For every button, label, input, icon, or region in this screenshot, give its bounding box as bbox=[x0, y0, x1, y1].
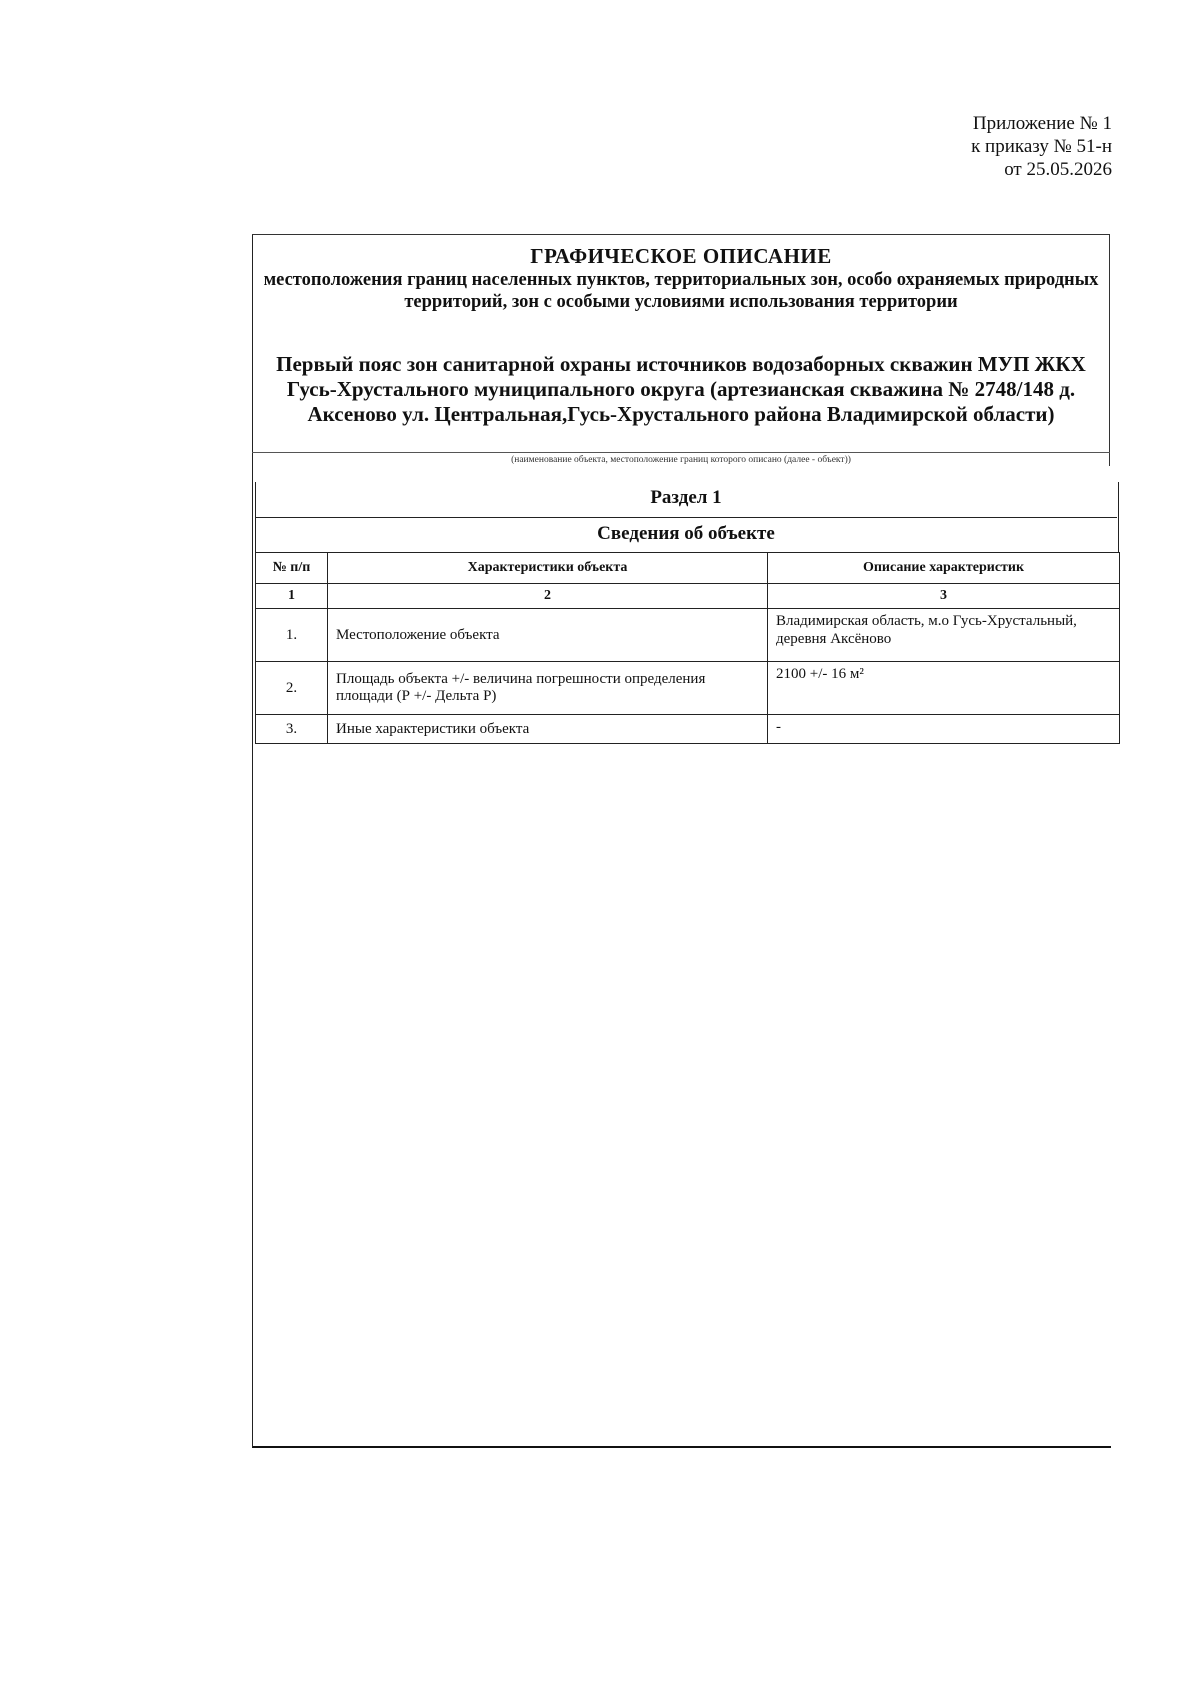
order-date: от 25.05.2026 bbox=[1004, 159, 1112, 180]
section-title: Раздел 1 bbox=[650, 487, 722, 508]
appendix-number: Приложение № 1 bbox=[972, 113, 1112, 134]
header-cell-description: Описание характеристик bbox=[768, 553, 1120, 584]
object-name-underline bbox=[252, 452, 1110, 453]
column-number-row bbox=[256, 584, 1120, 609]
table-row bbox=[256, 609, 1120, 662]
section-divider bbox=[255, 517, 1117, 518]
row-characteristic: Площадь объекта +/- величина погрешности определения площади (Р +/- Дельта Р) bbox=[328, 662, 768, 715]
row-description: - bbox=[768, 715, 1120, 744]
column-number: 1 bbox=[256, 584, 328, 609]
row-description: Владимирская область, м.о Гусь-Хрустальный, деревня Аксёново bbox=[768, 609, 1120, 662]
section-subtitle: Сведения об объекте bbox=[597, 523, 775, 544]
column-number: 2 bbox=[328, 584, 768, 609]
row-characteristic: Местоположение объекта bbox=[328, 609, 768, 662]
document-subtitle: местоположения границ населенных пунктов, территориальных зон, особо охраняемых природных территорий, зон с особыми условиями использования территории bbox=[263, 270, 1099, 312]
appendix-reference bbox=[971, 112, 1112, 181]
row-number: 3. bbox=[256, 715, 328, 744]
row-number: 2. bbox=[256, 662, 328, 715]
order-number: к приказу № 51-н bbox=[971, 136, 1112, 157]
row-number: 1. bbox=[256, 609, 328, 662]
object-name-caption: (наименование объекта, местоположение границ которого описано (далее - объект)) bbox=[511, 455, 851, 465]
header-cell-number: № п/п bbox=[256, 553, 328, 584]
object-name: Первый пояс зон санитарной охраны источников водозаборных скважин МУП ЖКХ Гусь-Хрустального муниципального округа (артезианская скважина № 2748/148 д. Аксеново ул. Центральная,Гусь-Хрустального района Владимирской области) bbox=[276, 352, 1086, 426]
row-description: 2100 +/- 16 м² bbox=[768, 662, 1120, 715]
column-number: 3 bbox=[768, 584, 1120, 609]
header-cell-characteristic: Характеристики объекта bbox=[328, 553, 768, 584]
title-block bbox=[258, 244, 1104, 313]
frame-right-rule bbox=[1109, 234, 1110, 466]
frame-top-rule bbox=[252, 234, 1110, 235]
document-title: ГРАФИЧЕСКОЕ ОПИСАНИЕ bbox=[530, 244, 832, 268]
row-characteristic: Иные характеристики объекта bbox=[328, 715, 768, 744]
object-info-table bbox=[255, 552, 1120, 744]
table-row bbox=[256, 715, 1120, 744]
table-row bbox=[256, 662, 1120, 715]
table-header-row bbox=[256, 553, 1120, 584]
